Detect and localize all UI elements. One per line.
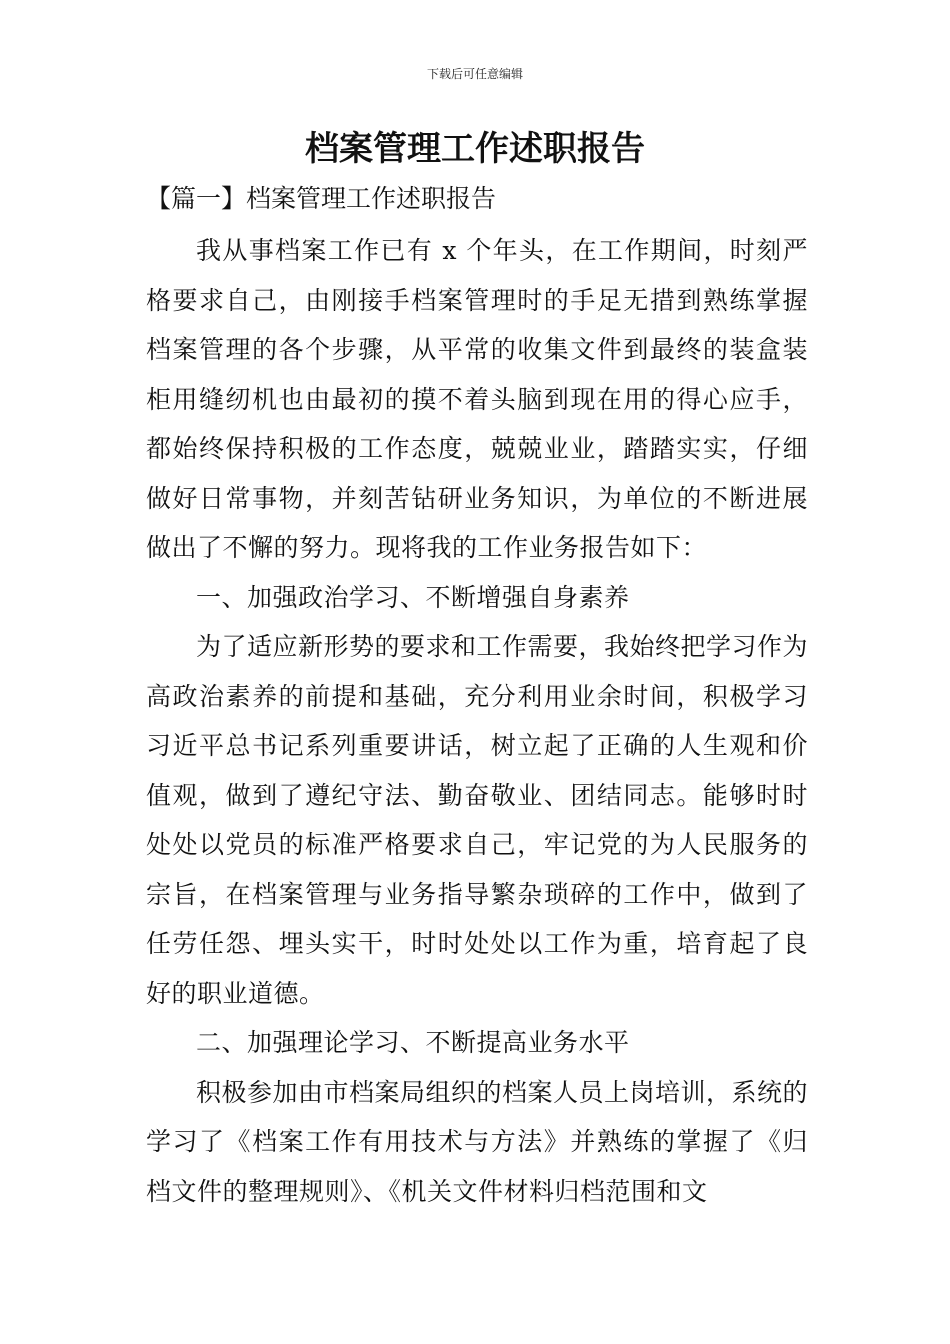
document-body xyxy=(146,226,808,1216)
section-label: 【篇一】档案管理工作述职报告 xyxy=(146,184,497,213)
body-paragraph: 我从事档案工作已有 x 个年头，在工作期间，时刻严格要求自己，由刚接手档案管理时的手足无措到熟练掌握档案管理的各个步骤，从平常的收集文件到最终的装盒装柜用缝纫机也由最初的摸不着头脑到现在用的得心应手，都始终保持积极的工作态度，兢兢业业，踏踏实实，仔细做好日常事物，并刻苦钻研业务知识，为单位的不断进展做出了不懈的努力。现将我的工作业务报告如下： xyxy=(146,236,808,562)
document-title: 档案管理工作述职报告 xyxy=(305,129,645,169)
section-heading: 二、加强理论学习、不断提高业务水平 xyxy=(196,1028,630,1057)
body-paragraph: 为了适应新形势的要求和工作需要，我始终把学习作为高政治素养的前提和基础，充分利用业余时间，积极学习习近平总书记系列重要讲话，树立起了正确的人生观和价值观，做到了遵纪守法、勤奋敬业、团结同志。能够时时处处以党员的标准严格要求自己，牢记党的为人民服务的宗旨，在档案管理与业务指导繁杂琐碎的工作中，做到了任劳任怨、埋头实干，时时处处以工作为重，培育起了良好的职业道德。 xyxy=(146,632,809,1008)
body-paragraph: 积极参加由市档案局组织的档案人员上岗培训，系统的学习了《档案工作有用技术与方法》并熟练的掌握了《归档文件的整理规则》、《机关文件材料归档范围和文 xyxy=(146,1077,809,1206)
header-note: 下载后可任意编辑 xyxy=(426,67,523,81)
section-heading: 一、加强政治学习、不断增强自身素养 xyxy=(196,582,630,612)
